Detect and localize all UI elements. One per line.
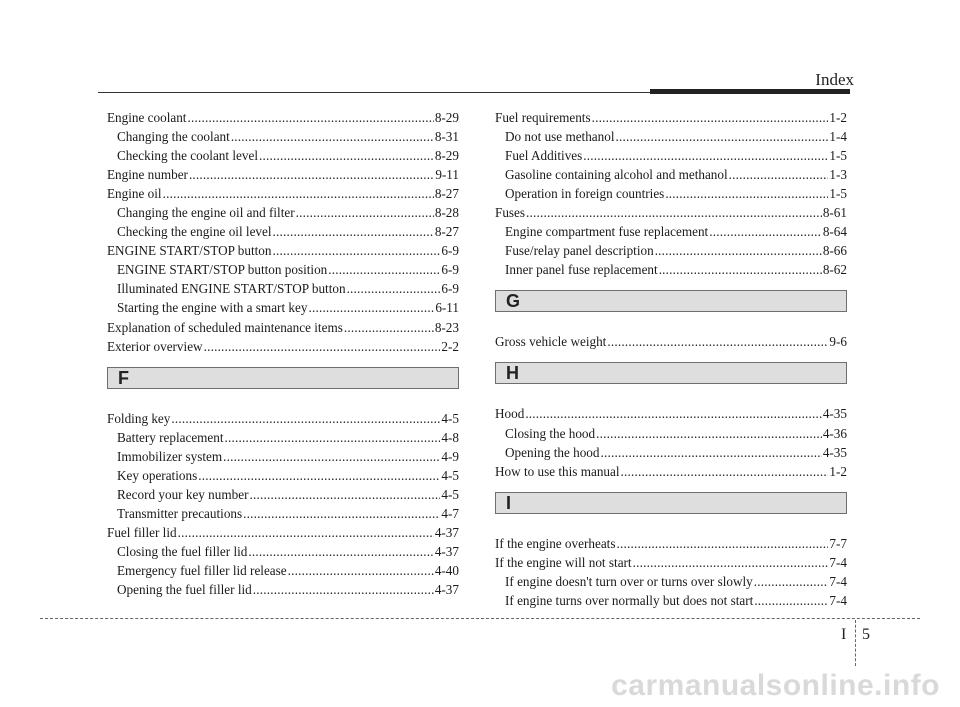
index-term: Operation in foreign countries <box>505 186 665 202</box>
dot-leader <box>288 561 434 580</box>
index-page-ref: 8-61 <box>822 205 847 221</box>
index-subentry <box>107 504 459 523</box>
section-letter: G <box>506 291 521 312</box>
index-term: Inner panel fuse replacement <box>505 262 658 278</box>
dot-leader <box>583 146 828 165</box>
index-group <box>495 108 847 279</box>
dot-leader <box>296 203 434 222</box>
dot-leader <box>655 241 822 260</box>
header-rule-accent <box>650 89 850 94</box>
dot-leader <box>754 572 829 591</box>
index-subentry <box>107 580 459 599</box>
dot-leader <box>231 127 434 146</box>
index-page-ref: 4-40 <box>434 562 459 578</box>
index-subentry <box>107 260 459 279</box>
index-entry <box>495 404 847 423</box>
index-page-ref: 8-29 <box>434 148 459 164</box>
index-group <box>107 108 459 356</box>
index-term: Record your key number <box>117 486 249 502</box>
index-term: ENGINE START/STOP button <box>107 243 272 259</box>
index-term: Closing the hood <box>505 425 596 441</box>
index-entry <box>495 203 847 222</box>
index-entry <box>495 553 847 572</box>
index-term: Closing the fuel filler lid <box>117 543 248 559</box>
index-page-ref: 4-36 <box>822 425 847 441</box>
index-subentry <box>495 260 847 279</box>
index-entry <box>107 523 459 542</box>
index-subentry <box>107 203 459 222</box>
section-header-i <box>495 492 847 514</box>
dot-leader <box>308 298 434 317</box>
index-subentry <box>495 241 847 260</box>
section-header-h <box>495 362 847 384</box>
index-page-ref: 7-4 <box>829 554 847 570</box>
page-number-divider <box>855 620 856 666</box>
dot-leader <box>223 447 440 466</box>
index-page-ref: 8-27 <box>434 186 459 202</box>
index-subentry <box>107 447 459 466</box>
index-page-ref: 4-37 <box>434 524 459 540</box>
index-page-ref: 6-9 <box>441 281 459 297</box>
index-subentry <box>495 443 847 462</box>
index-term: Gross vehicle weight <box>495 334 607 350</box>
index-term: Fuel filler lid <box>107 524 177 540</box>
index-subentry <box>107 561 459 580</box>
section-header-f <box>107 367 459 389</box>
index-term: Engine compartment fuse replacement <box>505 224 709 240</box>
index-page-ref: 8-27 <box>434 224 459 240</box>
dot-leader <box>621 462 829 481</box>
index-page-ref: 2-2 <box>441 338 459 354</box>
dot-leader <box>273 222 434 241</box>
dot-leader <box>328 260 440 279</box>
index-page-ref: 8-66 <box>822 243 847 259</box>
index-page-ref: 4-35 <box>822 406 847 422</box>
index-term: Starting the engine with a smart key <box>117 300 308 316</box>
index-group <box>495 534 847 610</box>
index-term: Checking the engine oil level <box>117 224 272 240</box>
dot-leader <box>347 279 441 298</box>
index-column-left <box>107 108 459 599</box>
section-header-g <box>495 290 847 312</box>
index-term: Do not use methanol <box>505 129 615 145</box>
index-page-ref: 8-62 <box>822 262 847 278</box>
index-page-ref: 1-5 <box>829 148 847 164</box>
index-term: Explanation of scheduled maintenance items <box>107 319 343 335</box>
dot-leader <box>243 504 440 523</box>
index-entry <box>107 337 459 356</box>
index-term: Key operations <box>117 467 198 483</box>
index-page-ref: 7-4 <box>829 573 847 589</box>
dot-leader <box>592 108 829 127</box>
dot-leader <box>248 542 433 561</box>
index-page-ref: 4-37 <box>434 543 459 559</box>
dot-leader <box>171 409 440 428</box>
index-subentry <box>107 127 459 146</box>
index-page-ref: 7-7 <box>829 535 847 551</box>
index-term: Hood <box>495 406 525 422</box>
index-term: Fuel requirements <box>495 110 591 125</box>
dot-leader <box>659 260 822 279</box>
index-page-ref: 4-37 <box>434 582 459 598</box>
index-page-ref: 1-4 <box>829 129 847 145</box>
index-entry <box>495 332 847 351</box>
dot-leader <box>729 165 829 184</box>
index-term: Battery replacement <box>117 429 224 445</box>
index-column-right <box>495 108 847 610</box>
index-page-ref: 1-5 <box>829 186 847 202</box>
index-term: Emergency fuel filler lid release <box>117 562 287 578</box>
index-term: Immobilizer system <box>117 448 223 464</box>
dot-leader <box>754 591 828 610</box>
dot-leader <box>525 404 822 423</box>
index-term: Fuses <box>495 205 526 221</box>
index-subentry <box>107 428 459 447</box>
index-subentry <box>107 146 459 165</box>
index-group <box>495 332 847 351</box>
index-term: Engine oil <box>107 186 162 202</box>
index-entry <box>107 241 459 260</box>
index-term: If engine doesn't turn over or turns over slowly <box>505 573 753 589</box>
index-term: Illuminated ENGINE START/STOP button <box>117 281 346 297</box>
index-page-ref: 8-28 <box>434 205 459 221</box>
index-page-ref: 1-2 <box>829 110 847 125</box>
index-term: Changing the engine oil and filter <box>117 205 295 221</box>
index-page-ref: 6-9 <box>441 262 459 278</box>
index-term: How to use this manual <box>495 463 620 479</box>
index-term: Engine number <box>107 167 188 183</box>
index-subentry <box>107 466 459 485</box>
index-entry <box>107 108 459 127</box>
index-subentry <box>107 222 459 241</box>
index-term: Fuse/relay panel description <box>505 243 654 259</box>
index-page-ref: 6-11 <box>435 300 459 316</box>
index-page-ref: 8-23 <box>434 319 459 335</box>
index-term: Exterior overview <box>107 338 203 354</box>
dot-leader <box>198 466 440 485</box>
index-entry <box>495 108 847 127</box>
index-page-ref: 7-4 <box>829 592 847 608</box>
index-term: Gasoline containing alcohol and methanol <box>505 167 728 183</box>
index-subentry <box>107 298 459 317</box>
index-page-ref: 4-9 <box>441 448 459 464</box>
index-page-ref: 8-29 <box>434 110 459 125</box>
index-page-ref: 1-2 <box>829 463 847 479</box>
index-subentry <box>495 424 847 443</box>
dot-leader <box>259 146 434 165</box>
section-letter: H <box>506 363 519 384</box>
index-entry <box>107 409 459 428</box>
index-page-ref: 4-5 <box>441 467 459 483</box>
index-term: Opening the fuel filler lid <box>117 582 252 598</box>
index-term: Opening the hood <box>505 444 600 460</box>
index-subentry <box>495 184 847 203</box>
index-page-ref: 8-31 <box>434 129 459 145</box>
index-group <box>495 404 847 480</box>
dot-leader <box>607 332 828 351</box>
dot-leader <box>601 443 822 462</box>
dot-leader <box>344 318 434 337</box>
dot-leader <box>633 553 829 572</box>
index-entry <box>495 534 847 553</box>
index-subentry <box>495 222 847 241</box>
dot-leader <box>709 222 822 241</box>
dot-leader <box>163 184 434 203</box>
dot-leader <box>616 127 829 146</box>
section-letter: I <box>506 492 512 513</box>
index-entry <box>107 318 459 337</box>
page-header-title: Index <box>815 70 854 89</box>
dot-leader <box>526 203 822 222</box>
index-entry <box>107 165 459 184</box>
index-term: If the engine overheats <box>495 535 616 551</box>
dot-leader <box>253 580 434 599</box>
index-term: Transmitter precautions <box>117 505 243 521</box>
index-subentry <box>107 542 459 561</box>
index-subentry <box>107 485 459 504</box>
index-subentry <box>495 591 847 610</box>
index-term: Folding key <box>107 410 171 426</box>
page-number: 5 <box>862 626 870 643</box>
index-page-ref: 6-9 <box>441 243 459 259</box>
index-term: Engine coolant <box>107 110 187 125</box>
dot-leader <box>249 485 440 504</box>
index-subentry <box>495 127 847 146</box>
dot-leader <box>225 428 441 447</box>
index-subentry <box>495 165 847 184</box>
dot-leader <box>178 523 434 542</box>
index-subentry <box>495 572 847 591</box>
index-subentry <box>107 279 459 298</box>
index-page-ref: 4-7 <box>441 505 459 521</box>
dot-leader <box>187 108 433 127</box>
footer-rule <box>40 618 920 619</box>
index-page-ref: 9-6 <box>829 334 847 350</box>
dot-leader <box>616 534 828 553</box>
index-entry <box>495 462 847 481</box>
index-page-ref: 4-5 <box>441 410 459 426</box>
index-term: Fuel Additives <box>505 148 583 164</box>
index-subentry <box>495 146 847 165</box>
index-group <box>107 409 459 599</box>
dot-leader <box>665 184 828 203</box>
index-term: If the engine will not start <box>495 554 632 570</box>
index-term: Checking the coolant level <box>117 148 258 164</box>
index-page-ref: 1-3 <box>829 167 847 183</box>
dot-leader <box>204 337 441 356</box>
index-page-ref: 8-64 <box>822 224 847 240</box>
dot-leader <box>189 165 434 184</box>
dot-leader <box>272 241 440 260</box>
index-term: If engine turns over normally but does not start <box>505 592 754 608</box>
index-page-ref: 9-11 <box>435 167 459 183</box>
watermark-text: carmanualsonline.info <box>611 669 940 702</box>
index-term: Changing the coolant <box>117 129 230 145</box>
index-page-ref: 4-5 <box>441 486 459 502</box>
section-letter: F <box>118 367 129 388</box>
index-page-ref: 4-35 <box>822 444 847 460</box>
index-term: ENGINE START/STOP button position <box>117 262 328 278</box>
index-entry <box>107 184 459 203</box>
page-chapter: I <box>841 626 847 643</box>
dot-leader <box>596 424 822 443</box>
index-page-ref: 4-8 <box>441 429 459 445</box>
